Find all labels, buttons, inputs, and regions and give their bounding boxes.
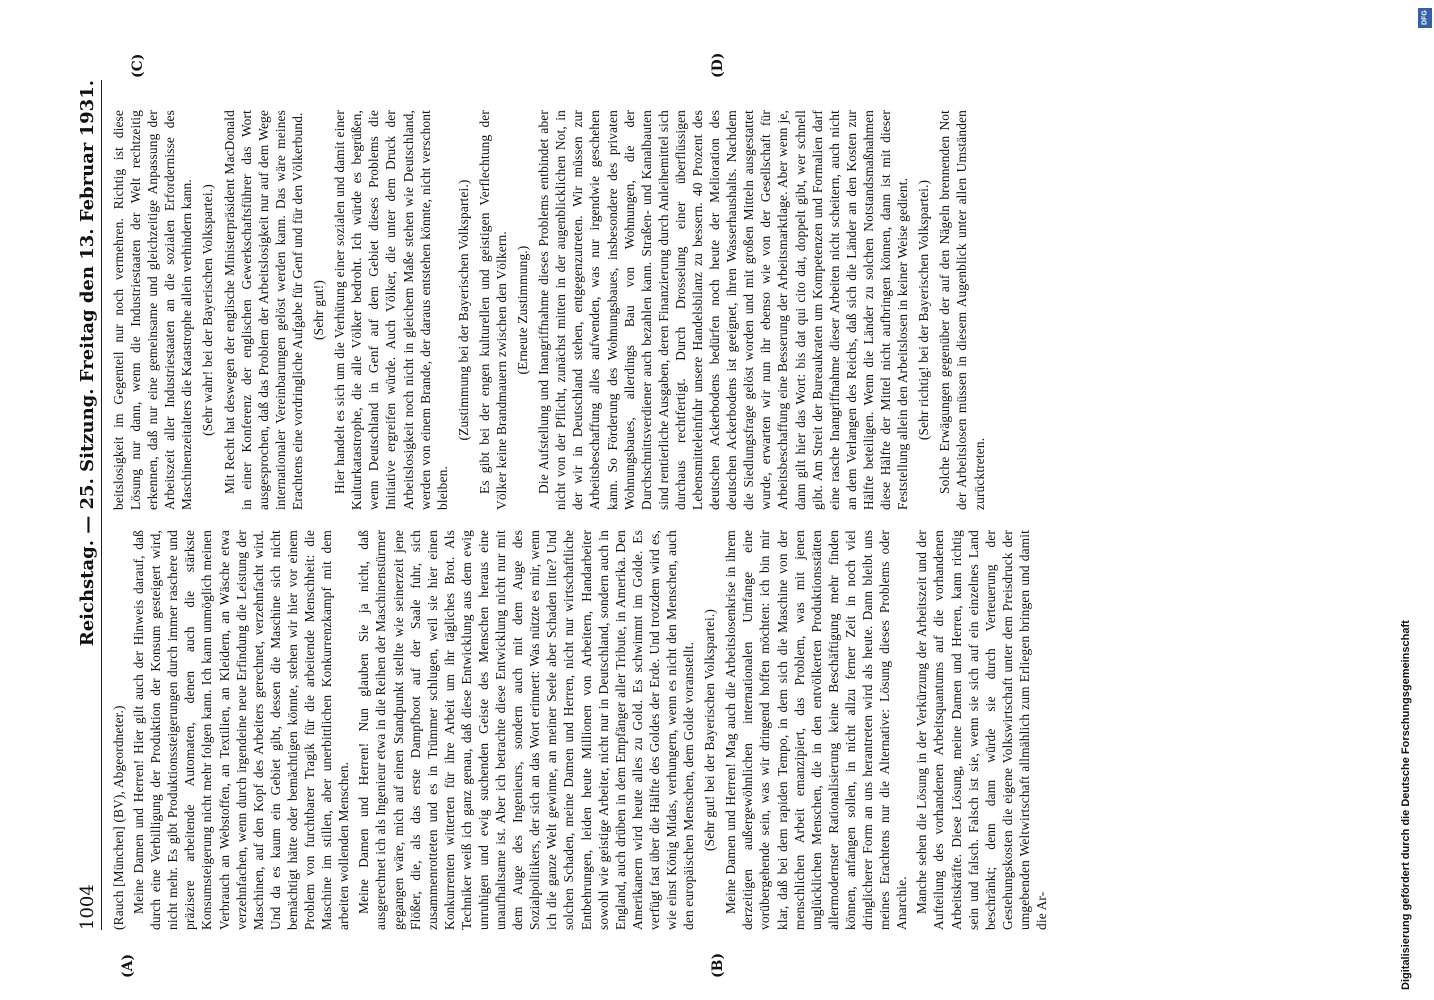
margin-marker-d: (D)	[710, 52, 726, 78]
right-column-paragraph: Solche Erwägungen gegenüber der auf den Nägeln brennenden Not der Arbeitslosen müssen in diesem Augenblick unter allen Umständen zurücktreten.	[937, 110, 987, 510]
dfg-logo: DFG	[1418, 8, 1432, 28]
right-column-paragraph: (Zustimmung bei der Bayerischen Volkspartei.)	[455, 179, 471, 441]
rotated-document-page	[70, 52, 1400, 978]
right-column-paragraph: (Sehr gut!)	[311, 279, 327, 341]
page-number: 1004	[77, 884, 98, 930]
digitization-note: Digitalisierung gefördert durch die Deutsche Forschungsgemeinschaft	[1400, 620, 1412, 990]
page-header	[70, 80, 102, 930]
right-column-paragraph: beitslosigkeit im Gegenteil nur noch vermehren. Richtig ist diese Lösung nur dann, wenn die Industriestaaten der Welt rechtzeitig erkennen, daß nur eine gemeinsame und gleichzeitige Anpassung der Arbeitszeit aller Industriestaaten an die sozialen Erfordernisse des Maschinenzeitalters die Katastrophe allein verhindern kann.	[111, 110, 195, 510]
right-column-paragraph: (Sehr wahr! bei der Bayerischen Volkspartei.)	[200, 184, 216, 436]
margin-marker-a: (A)	[120, 953, 136, 978]
page-title: Reichstag. — 25. Sitzung. Freitag den 13. Februar 1931.	[77, 80, 98, 647]
right-column-paragraph: Die Aufstellung und Inangriffnahme dieses Problems entbindet aber nicht von der Pflicht, zunächst mitten in der augenblicklichen Not, in der wir in Deutschland stehen, entgegenzutreten. Wir müssen zur Arbeitsbeschaffung alles aufwenden, was nur irgendwie geschehen kann. So Förderung des Wohnungsbaues, insbesondere des privaten Wohnungsbaues, allerdings Bau von Wohnungen, die der Durchschnittsverdiener auch bezahlen kann. Straßen- und Kanalbauten sind rentierliche Ausgaben, deren Finanzierung durch Anleihemittel sich durchaus rechtfertigt. Durch Drosselung einer überflüssigen Lebensmitteleinfuhr unsere Handelsbilanz zu bessern. 40 Prozent des deutschen Ackerbodens bedürfen noch heute der Melioration des deutschen Ackerbodens ist geeignet, ihren Wasserhaushalts. Nachdem die Siedlungsfrage gelöst worden und mit großen Mitteln ausgestattet wurde, erwarten wir nun ihr ebenso wie von der Gesellschaft für Arbeitsbeschaffung eine Besserung der Arbeitsmarktlage. Aber wenn je, dann gilt hier das Wort: bis dat qui cito dat, doppelt gibt, wer schnell gibt. Am Streit der Bureaukraten um Kompetenzen und Formalien darf eine rasche Inangriffnahme dieser Arbeiten nicht scheitern, auch nicht an dem Verlangen des Reichs, daß sich die Länder an den Kosten zur Hälfte beteiligen. Wenn die Länder zu solchen Notstandsmaßnahmen diese Hälfte der Mittel nicht aufbringen können, dann ist mit dieser Feststellung allein den Arbeitslosen in keiner Weise gedient.	[536, 110, 911, 510]
right-column-paragraph: Mit Recht hat deswegen der englische Ministerpräsident MacDonald in einer Konferenz der englischen Gewerkschaftsführer das Wort ausgesprochen, daß das Problem der Arbeitslosigkeit nur auf dem Wege internationaler Vereinbarungen gelöst werden kann. Das wäre meines Erachtens eine vordringliche Aufgabe für Genf und für den Völkerbund.	[221, 110, 305, 510]
left-column-paragraph: Manche sehen die Lösung in der Verkürzung der Arbeitszeit und der Aufteilung des vorhandenen Arbeitsquantums auf die vorhandenen Arbeitskräfte. Diese Lösung, meine Damen und Herren, kann richtig sein und falsch. Falsch ist sie, wenn sie sich auf ein einzelnes Land beschränkt; denn dann würde sie durch Verteuerung der Gestehungskosten die eigene Volkswirtschaft unter dem Preisdruck der umgebenden Weltwirtschaft allmählich zum Erliegen bringen und damit die Ar-	[914, 530, 1049, 930]
left-column-paragraph: Meine Damen und Herren! Mag auch die Arbeitslosenkrise in ihrem derzeitigen außergewöhnlichen internationalen Umfange eine vorübergehende sein, was wir dringend hoffen möchten: ich bin mir klar, daß bei dem rapiden Tempo, in dem sich die Maschine von der menschlichen Arbeit emanzipiert, das Problem, was mit jenen unglücklichen Menschen, die in den entvölkerten Produktionsstätten allermodernster Rationalisierung keine Beschäftigung mehr finden können, anfangen sollen, in nicht allzu ferner Zeit in noch viel dringlicherer Form an uns herantreten wird als heute. Dann bleibt uns meines Erachtens nur die Alternative: Lösung dieses Problems oder Anarchie.	[723, 530, 910, 930]
right-column-paragraph: (Sehr richtig! bei der Bayerischen Volkspartei.)	[916, 179, 932, 441]
margin-marker-c: (C)	[130, 53, 146, 78]
left-column-paragraph: Meine Damen und Herren! Nun glauben Sie ja nicht, daß ausgerechnet ich als Ingenieur etwa in die Reihen der Maschinenstürmer gegangen wäre, mich auf einen Standpunkt stellte wie seinerzeit jene Flößer, die, als das erste Dampfboot auf der Saale fuhr, sich zusammenrotteten und es in Trümmer schlugen, weil sie hier einen Konkurrenten witterten für ihre Arbeit um ihr tägliches Brot. Als Techniker weiß ich ganz genau, daß diese Entwicklung aus dem ewig unruhigen und ewig suchenden Geiste des Menschen heraus eine unaufhaltsame ist. Aber ich betrachte diese Entwicklung nicht nur mit dem Auge des Ingenieurs, sondern auch mit dem Auge des Sozialpolitikers, der sich an das Wort erinnert: Was nützte es mir, wenn ich die ganze Welt gewinne, an meiner Seele aber Schaden litte? Und solchen Schaden, meine Damen und Herren, nicht nur wirtschaftliche Entbehrungen, leiden heute Millionen von Arbeitern, Handarbeiter sowohl wie geistige Arbeiter, nicht nur in Deutschland, sondern auch in England, auch drüben in dem Empfänger aller Tribute, in Amerika. Den Amerikanern wird heute alles zu Gold. Es schwimmt im Golde. Es verfügt fast über die Hälfte des Goldes der Erde. Und trotzdem wird es, wie einst König Midas, verhungern, wenn es nicht den Menschen, auch den europäischen Menschen, dem Golde voranstellt.	[356, 530, 697, 930]
right-text-column	[110, 110, 991, 510]
left-text-column	[110, 530, 1053, 930]
margin-marker-b: (B)	[710, 952, 726, 978]
right-column-paragraph: Es gibt bei der engen kulturellen und geistigen Verflechtung der Völker keine Brandmauern zwischen den Völkern.	[476, 110, 509, 510]
left-column-paragraph: Meine Damen und Herren! Hier gilt auch der Hinweis darauf, daß durch eine Verbilligung der Produktion der Konsum gesteigert wird, nicht mehr. Es gibt Produktionssteigerungen durch immer raschere und präzisere arbeitende Automaten, denen auch die stärkste Konsumsteigerung nicht mehr folgen kann. Ich kann unmöglich meinen Verbrauch an Webstoffen, an Textilien, an Kleidern, an Wäsche etwa verzehnfachen, wenn durch irgendeine neue Erfindung die Leistung der Maschinen, auf den Kopf des Arbeiters gerechnet, verzehnfacht wird. Und da es kaum ein Gebiet gibt, dessen die Maschine sich nicht bemächtigt hätte oder bemächtigen könnte, stehen wir hier vor einem Problem von furchtbarer Tragik für die arbeitende Menschheit: die Maschine im stillen, aber unerbittlichen Konkurrenzkampf mit dem arbeiten wollenden Menschen.	[131, 530, 352, 930]
right-column-paragraph: (Erneute Zustimmung.)	[515, 245, 531, 375]
right-column-paragraph: Hier handelt es sich um die Verhütung einer sozialen und damit einer Kulturkatastrophe, die alle Völker bedroht. Ich würde es begrüßen, wenn Deutschland in Genf auf dem Gebiet dieses Problems die Initiative ergreifen würde. Auch Völker, die unter dem Druck der Arbeitslosigkeit noch nicht in gleichem Maße stehen wie Deutschland, werden von einem Brande, der daraus entstehen könnte, nicht verschont bleiben.	[332, 110, 450, 510]
left-column-paragraph: (Rauch [München] (BV), Abgeordneter.)	[111, 705, 126, 930]
left-column-paragraph: (Sehr gut! bei der Bayerischen Volkspartei.)	[702, 609, 718, 851]
